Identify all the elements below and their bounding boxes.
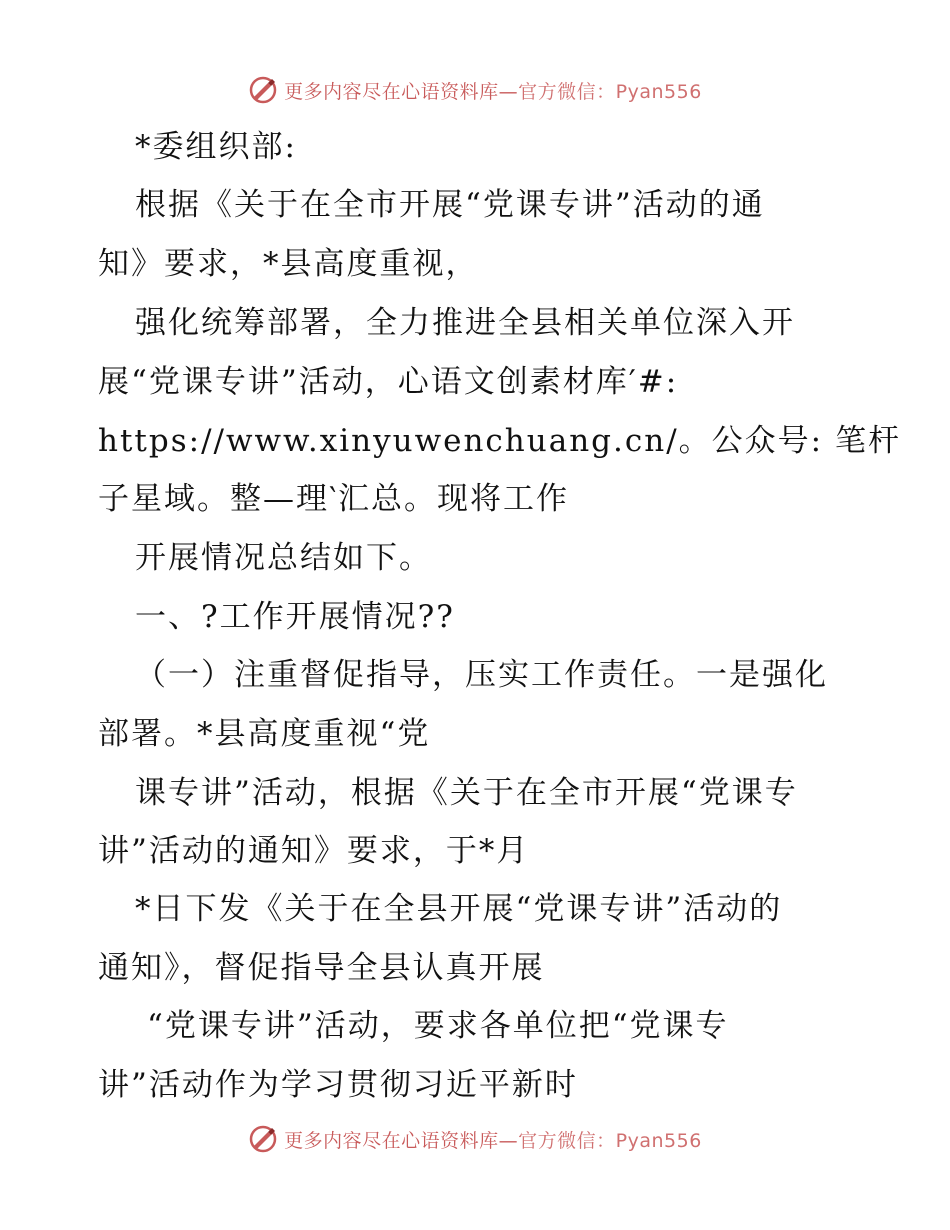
text-line: 开展情况总结如下。 bbox=[135, 540, 432, 576]
text-line: 讲”活动的通知》要求，于*月 bbox=[98, 833, 530, 869]
section-heading: 一、?工作开展情况?? bbox=[135, 599, 455, 635]
text-line: 课专讲”活动，根据《关于在全市开展“党课专 bbox=[135, 775, 798, 811]
text-line: 强化统筹部署，全力推进全县相关单位深入开 bbox=[135, 305, 795, 341]
text-line: 知》要求，*县高度重视， bbox=[98, 246, 479, 282]
text-line: 通知》，督促指导全县认真开展 bbox=[98, 950, 545, 986]
banner-site-text: 更多内容尽在心语资料库— bbox=[284, 80, 519, 103]
footer-watermark-banner bbox=[0, 1119, 950, 1159]
text-line: 展“党课专讲”活动，心语文创素材库′#: bbox=[98, 364, 679, 400]
text-line: https://www.xinyuwenchuang.cn/。公众号: 笔杆 bbox=[98, 423, 901, 459]
text-line: （一）注重督促指导，压实工作责任。一是强化 bbox=[135, 657, 828, 693]
text-line: 子星域。整—理‵汇总。现将工作 bbox=[98, 481, 570, 517]
banner-wechat-text: 官方微信：Pyan556 bbox=[518, 1129, 702, 1152]
banner-wechat-text: 官方微信：Pyan556 bbox=[518, 80, 702, 103]
pen-logo-icon bbox=[248, 1124, 278, 1154]
text-line: *委组织部: bbox=[135, 129, 297, 165]
text-line: “党课专讲”活动，要求各单位把“党课专 bbox=[147, 1008, 729, 1044]
text-line: *日下发《关于在全县开展“党课专讲”活动的 bbox=[135, 891, 783, 927]
text-line: 部署。*县高度重视“党 bbox=[98, 716, 431, 752]
text-line: 讲”活动作为学习贯彻习近平新时 bbox=[98, 1067, 578, 1103]
text-line: 根据《关于在全市开展“党课专讲”活动的通 bbox=[135, 187, 765, 223]
banner-site-text: 更多内容尽在心语资料库— bbox=[284, 1129, 519, 1152]
